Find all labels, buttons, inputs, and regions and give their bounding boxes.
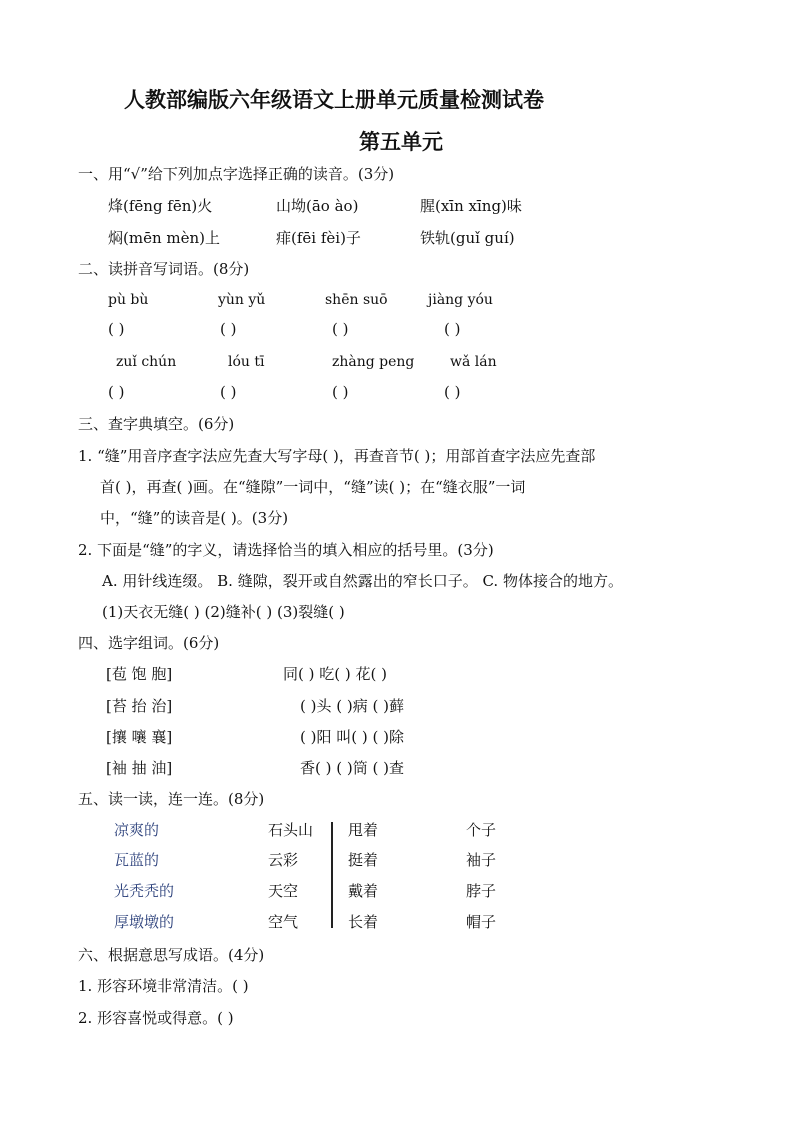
answer-blank[interactable]: ( ) (444, 383, 461, 401)
match-left: 长着 (348, 913, 379, 931)
match-right: 空气 (268, 913, 299, 931)
match-right: 石头山 (268, 821, 314, 839)
pinyin: lóu tī (228, 354, 265, 370)
word-blanks: 同( ) 吃( ) 花( ) (283, 665, 387, 683)
section-6-heading: 六、根据意思写成语。(4分) (78, 946, 265, 964)
s3-question-2: 2. 下面是“缝”的字义，请选择恰当的填入相应的括号里。(3分) (78, 541, 494, 559)
answer-blank[interactable]: ( ) (108, 383, 125, 401)
section-3-heading: 三、查字典填空。(6分) (78, 415, 235, 433)
match-left: 凉爽的 (114, 821, 160, 839)
column-divider (331, 822, 333, 928)
pinyin: zuǐ chún (116, 354, 177, 370)
s3-question-1-cont: 中，“缝”的读音是( )。(3分) (100, 509, 289, 527)
char-group: [攘 嚷 襄] (106, 728, 173, 746)
s1-item: 山坳(āo ào) (276, 197, 359, 215)
word-blanks: ( )头 ( )病 ( )藓 (300, 697, 404, 715)
s3-question-1-cont: 首( )，再查( )画。在“缝隙”一词中，“缝”读( )；在“缝衣服”一词 (100, 478, 526, 496)
char-group: [袖 抽 油] (106, 759, 173, 777)
section-5-heading: 五、读一读，连一连。(8分) (78, 790, 265, 808)
match-right: 云彩 (268, 851, 299, 869)
match-right: 天空 (268, 882, 299, 900)
exam-title: 人教部编版六年级语文上册单元质量检测试卷 (124, 88, 544, 112)
s1-item: 腥(xīn xīng)味 (420, 197, 522, 215)
match-left: 戴着 (348, 882, 379, 900)
s1-item: 焖(mēn mèn)上 (108, 229, 220, 247)
s1-item: 痱(fēi fèi)子 (276, 229, 361, 247)
answer-blank[interactable]: ( ) (332, 383, 349, 401)
match-right: 个子 (466, 821, 497, 839)
word-blanks: ( )阳 叫( ) ( )除 (300, 728, 404, 746)
pinyin: zhàng peng (332, 354, 415, 370)
pinyin: yùn yǔ (218, 292, 266, 308)
pinyin: pù bù (108, 292, 149, 308)
s3-items: (1)天衣无缝( ) (2)缝补( ) (3)裂缝( ) (102, 603, 345, 621)
section-2-heading: 二、读拼音写词语。(8分) (78, 260, 250, 278)
char-group: [苔 抬 治] (106, 697, 173, 715)
answer-blank[interactable]: ( ) (108, 320, 125, 338)
match-right: 脖子 (466, 882, 497, 900)
match-right: 袖子 (466, 851, 497, 869)
match-right: 帽子 (466, 913, 497, 931)
answer-blank[interactable]: ( ) (332, 320, 349, 338)
match-left: 厚墩墩的 (114, 913, 175, 931)
s3-options: A. 用针线连缀。 B. 缝隙，裂开或自然露出的窄长口子。 C. 物体接合的地方。 (102, 572, 623, 590)
s1-item: 烽(fēng fēn)火 (108, 197, 213, 215)
section-1-heading: 一、用“√”给下列加点字选择正确的读音。(3分) (78, 165, 395, 183)
match-left: 瓦蓝的 (114, 851, 160, 869)
s6-question: 2. 形容喜悦或得意。( ) (78, 1009, 234, 1027)
answer-blank[interactable]: ( ) (220, 320, 237, 338)
word-blanks: 香( ) ( )筒 ( )查 (300, 759, 404, 777)
answer-blank[interactable]: ( ) (220, 383, 237, 401)
unit-title: 第五单元 (359, 130, 443, 154)
s1-item: 铁轨(guǐ guí) (420, 229, 515, 247)
match-left: 挺着 (348, 851, 379, 869)
pinyin: jiàng yóu (428, 292, 493, 308)
section-4-heading: 四、选字组词。(6分) (78, 634, 220, 652)
pinyin: wǎ lán (450, 354, 497, 370)
match-left: 光秃秃的 (114, 882, 175, 900)
pinyin: shēn suō (325, 292, 388, 308)
match-left: 甩着 (348, 821, 379, 839)
answer-blank[interactable]: ( ) (444, 320, 461, 338)
s3-question-1: 1. “缝”用音序查字法应先查大写字母( )，再查音节( )；用部首查字法应先查部 (78, 447, 596, 465)
s6-question: 1. 形容环境非常清洁。( ) (78, 977, 249, 995)
char-group: [苞 饱 胞] (106, 665, 173, 683)
